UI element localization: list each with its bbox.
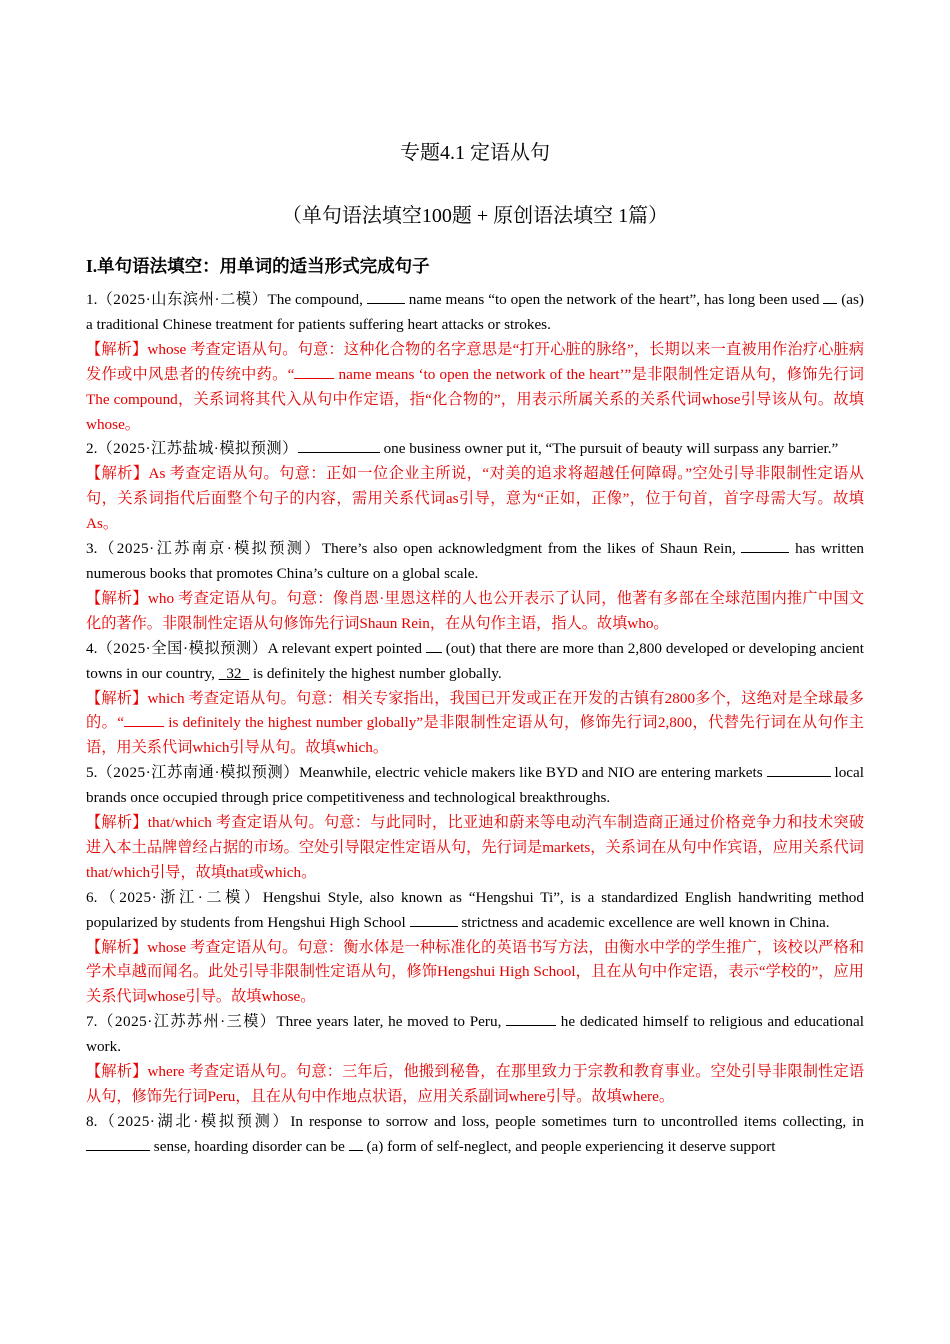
question-source: （2025·江苏苏州·三模） xyxy=(97,1013,277,1031)
blank xyxy=(410,912,458,927)
question-source: （2025·江苏盐城·模拟预测） xyxy=(97,440,298,458)
blank xyxy=(86,1136,150,1151)
question-6: 6.（2025·浙江·二模）Hengshui Style, also known as “Hengshui Ti”, is a standardized English handwriting method popularized by students from Hengshui High School strictness and academic excellence are well known in China. xyxy=(86,888,864,931)
blank xyxy=(298,438,380,453)
analysis-1: 【解析】whose 考查定语从句。句意：这种化合物的名字意思是“打开心脏的脉络”，长期以来一直被用作治疗心脏病发作或中风患者的传统中药。“ name means ‘to open the network of the heart’”是非限制性定语从句，修饰先行词The compound，关系词将其代入从句中作定语，指“化合物的”，用表示所属关系的关系代词whose引导该从句。故填whose。 xyxy=(86,340,865,433)
analysis-label: 【解析】 xyxy=(86,340,148,358)
analysis-3: 【解析】who 考查定语从句。句意：像肖恩·里恩这样的人也公开表示了认同，他著有多部在全球范围内推广中国文化的著作。非限制性定语从句修饰先行词Shaun Rein，在从句作主语，指人。故填who。 xyxy=(86,589,865,632)
analysis-label: 【解析】 xyxy=(86,938,148,956)
blank xyxy=(506,1011,556,1026)
analysis-label: 【解析】 xyxy=(86,465,149,483)
blank xyxy=(124,712,164,727)
analysis-label: 【解析】 xyxy=(86,689,148,707)
analysis-6: 【解析】whose 考查定语从句。句意：衡水体是一种标准化的英语书写方法，由衡水中学的学生推广，该校以严格和学术卓越而闻名。此处引导非限制性定语从句，修饰Hengshui High School，且在从句中作定语，表示“学校的”，应用关系代词whose引导。故填whose。 xyxy=(86,938,865,1006)
analysis-label: 【解析】 xyxy=(86,814,148,832)
analysis-2: 【解析】As 考查定语从句。句意：正如一位企业主所说，“对美的追求将超越任何障碍。”空处引导非限制性定语从句，关系词指代后面整个句子的内容，需用关系代词as引导，意为“正如，正像”，位于句首，首字母需大写。故填As。 xyxy=(86,465,864,533)
blank xyxy=(823,289,837,304)
question-source: （2025·江苏南通·模拟预测） xyxy=(97,764,300,782)
analysis-7: 【解析】where 考查定语从句。句意：三年后，他搬到秘鲁，在那里致力于宗教和教育事业。空处引导非限制性定语从句，修饰先行词Peru，且在从句中作地点状语，应用关系副词where引导。故填where。 xyxy=(86,1063,865,1105)
blank xyxy=(741,538,789,553)
question-1: 1.（2025·山东滨州·二模）The compound, name means “to open the network of the heart”, has long been used (as) a traditional Chinese treatment for patients suffering heart attacks or strokes. xyxy=(86,291,864,333)
question-source: （2025·江苏南京·模拟预测） xyxy=(97,540,322,558)
blank xyxy=(349,1136,363,1151)
analysis-5: 【解析】that/which 考查定语从句。句意：与此同时，比亚迪和蔚来等电动汽车制造商正通过价格竞争力和技术突破进入本土品牌曾经占据的市场。空处引导限定性定语从句，先行词是markets，关系词在从句中作宾语，应用关系代词that/which引导，故填that或which。 xyxy=(86,814,865,881)
blank xyxy=(767,762,831,777)
question-8: 8.（2025·湖北·模拟预测）In response to sorrow and loss, people sometimes turn to uncontrolled items collecting, in sense, hoarding disorder can be (a) form of self-neglect, and people experiencing it deserve support xyxy=(86,1112,864,1155)
analysis-label: 【解析】 xyxy=(86,1063,148,1081)
analysis-label: 【解析】 xyxy=(86,589,148,607)
question-source: （2025·全国·模拟预测） xyxy=(97,639,268,657)
question-source: （2025·浙江·二模） xyxy=(97,888,263,906)
blank-number: 32 xyxy=(226,664,242,682)
section-heading: I.单句语法填空：用单词的适当形式完成句子 xyxy=(86,256,430,276)
blank xyxy=(294,364,334,379)
question-source: （2025·湖北·模拟预测） xyxy=(97,1112,291,1130)
question-4: 4.（2025·全国·模拟预测）A relevant expert pointed (out) that there are more than 2,800 developed or developing ancient towns in our country, 32 is definitely the highest number globally. xyxy=(86,639,864,682)
question-7: 7.（2025·江苏苏州·三模）Three years later, he moved to Peru, he dedicated himself to religious and educational work. xyxy=(86,1013,864,1056)
blank xyxy=(367,289,405,304)
question-3: 3.（2025·江苏南京·模拟预测）There’s also open acknowledgment from the likes of Shaun Rein, has written numerous books that promotes China’s culture on a global scale. xyxy=(86,540,865,582)
document-title: 专题4.1 定语从句 xyxy=(400,142,550,164)
question-2: 2.（2025·江苏盐城·模拟预测） one business owner put it, “The pursuit of beauty will surpass any barrier.” xyxy=(86,440,839,458)
analysis-4: 【解析】which 考查定语从句。句意：相关专家指出，我国已开发或正在开发的古镇有2800多个，这绝对是全球最多的。“ is definitely the highest number globally”是非限制性定语从句，修饰先行词2,800，代替先行词在从句作主语，用关系代词which引导从句。故填which。 xyxy=(86,689,864,757)
document-subtitle: （单句语法填空100题 + 原创语法填空 1篇） xyxy=(281,205,669,227)
question-5: 5.（2025·江苏南通·模拟预测）Meanwhile, electric vehicle makers like BYD and NIO are entering markets local brands once occupied through price competitiveness and technological breakthroughs. xyxy=(86,764,864,807)
question-source: （2025·山东滨州·二模） xyxy=(97,291,268,308)
blank xyxy=(426,638,442,653)
question-list xyxy=(86,288,864,1160)
